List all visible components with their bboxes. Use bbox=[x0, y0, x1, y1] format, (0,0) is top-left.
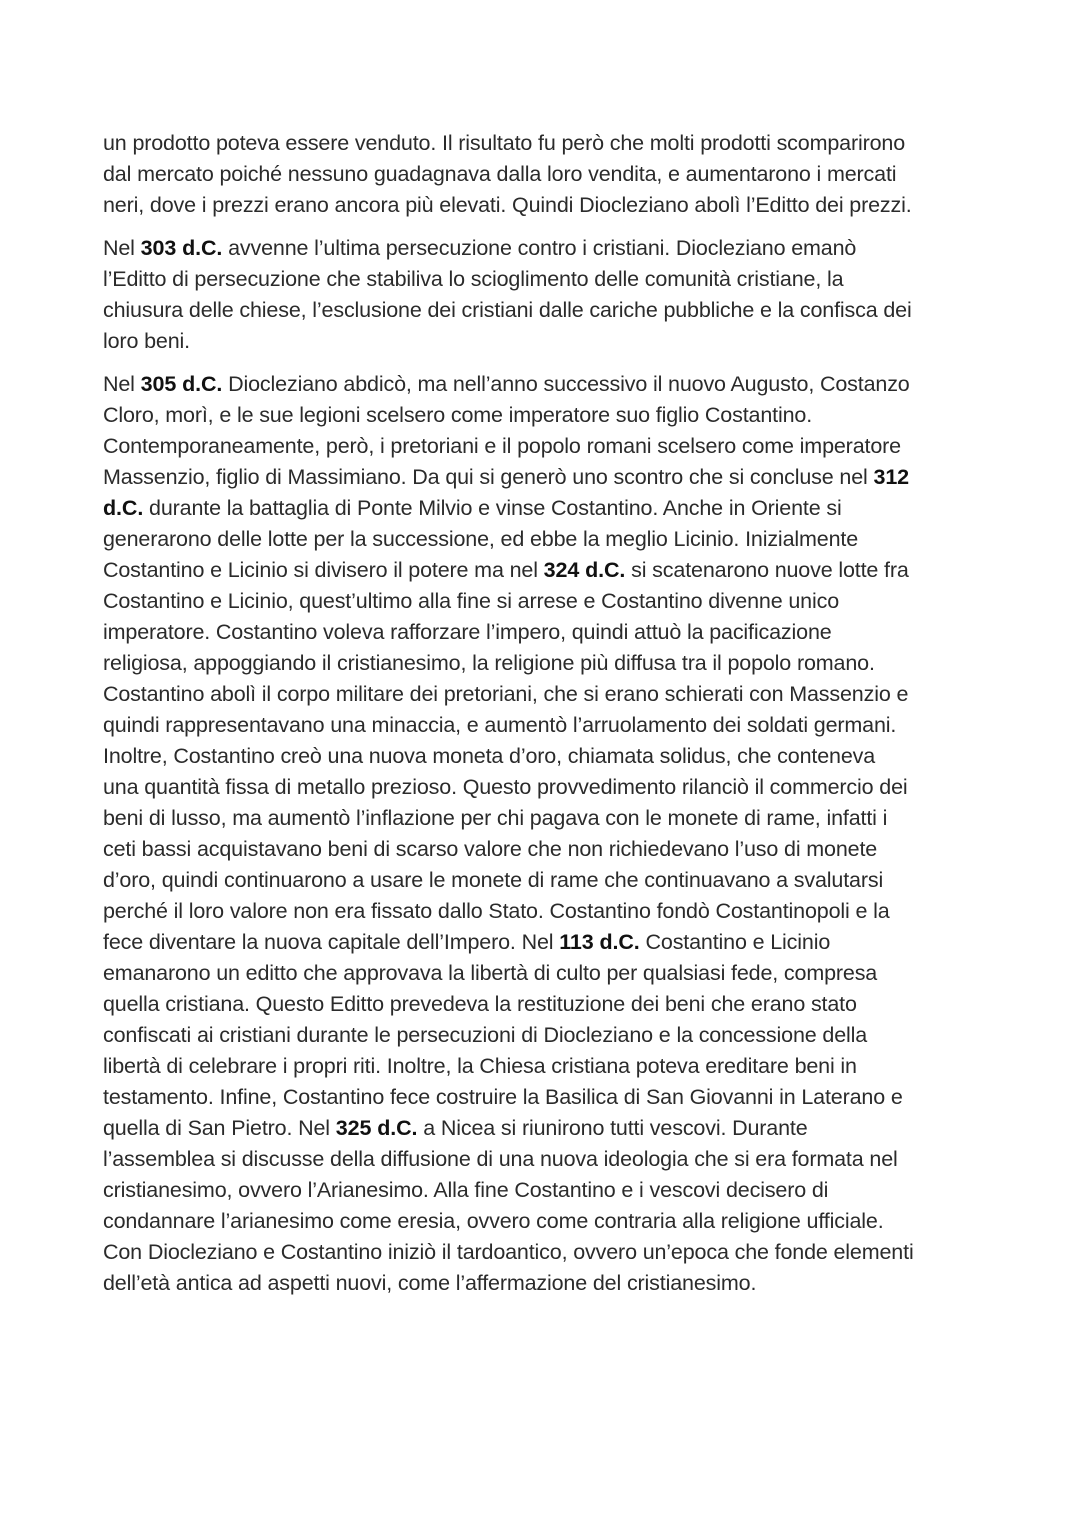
text-run: perché il loro valore non era fissato dallo Stato. Costantino fondò Costantinopoli e la bbox=[103, 899, 890, 923]
text-run: beni di lusso, ma aumentò l’inflazione per chi pagava con le monete di rame, infatti i bbox=[103, 806, 888, 830]
text-line bbox=[103, 648, 983, 679]
text-line bbox=[103, 128, 983, 159]
text-run: un prodotto poteva essere venduto. Il risultato fu però che molti prodotti scomparirono bbox=[103, 131, 906, 155]
text-run: Inoltre, Costantino creò una nuova moneta d’oro, chiamata solidus, che conteneva bbox=[103, 744, 876, 768]
text-run: quella cristiana. Questo Editto prevedeva la restituzione dei beni che erano stato bbox=[103, 992, 857, 1016]
text-line bbox=[103, 1206, 983, 1237]
text-run: loro beni. bbox=[103, 329, 190, 353]
text-run: condannare l’arianesimo come eresia, ovvero come contraria alla religione ufficiale. bbox=[103, 1209, 884, 1233]
text-line bbox=[103, 233, 983, 264]
text-run: Costantino e Licinio si divisero il potere ma nel bbox=[103, 558, 544, 582]
text-line bbox=[103, 555, 983, 586]
text-run: neri, dove i prezzi erano ancora più elevati. Quindi Diocleziano abolì l’Editto dei prezzi. bbox=[103, 193, 912, 217]
text-run: l’Editto di persecuzione che stabiliva lo scioglimento delle comunità cristiane, la bbox=[103, 267, 844, 291]
text-line bbox=[103, 1051, 983, 1082]
text-run: Nel bbox=[103, 372, 141, 396]
text-line bbox=[103, 772, 983, 803]
text-line bbox=[103, 431, 983, 462]
text-run: l’assemblea si discusse della diffusione di una nuova ideologia che si era formata nel bbox=[103, 1147, 898, 1171]
text-line bbox=[103, 989, 983, 1020]
date-highlight: 325 d.C. bbox=[335, 1116, 418, 1140]
text-run: generarono delle lotte per la successione, ed ebbe la meglio Licinio. Inizialmente bbox=[103, 527, 859, 551]
text-line bbox=[103, 710, 983, 741]
text-run: Costantino e Licinio bbox=[639, 930, 831, 954]
text-line bbox=[103, 927, 983, 958]
text-run: cristianesimo, ovvero l’Arianesimo. Alla fine Costantino e i vescovi decisero di bbox=[103, 1178, 829, 1202]
text-run: una quantità fissa di metallo prezioso. Questo provvedimento rilanciò il commercio dei bbox=[103, 775, 908, 799]
text-run: Con Diocleziano e Costantino iniziò il tardoantico, ovvero un’epoca che fonde elementi bbox=[103, 1240, 914, 1264]
text-run: quindi rappresentavano una minaccia, e aumentò l’arruolamento dei soldati germani. bbox=[103, 713, 897, 737]
date-highlight: 324 d.C. bbox=[543, 558, 626, 582]
text-run: Costantino abolì il corpo militare dei pretoriani, che si erano schierati con Massenzio e bbox=[103, 682, 909, 706]
text-line bbox=[103, 865, 983, 896]
text-line bbox=[103, 369, 983, 400]
text-line bbox=[103, 1175, 983, 1206]
text-line bbox=[103, 159, 983, 190]
text-run: confiscati ai cristiani durante le persecuzioni di Diocleziano e la concessione della bbox=[103, 1023, 868, 1047]
paragraph bbox=[103, 128, 983, 221]
text-line bbox=[103, 896, 983, 927]
text-run: Contemporaneamente, però, i pretoriani e il popolo romani scelsero come imperatore bbox=[103, 434, 901, 458]
text-run: ceti bassi acquistavano beni di scarso valore che non richiedevano l’uso di monete bbox=[103, 837, 878, 861]
text-line bbox=[103, 190, 983, 221]
text-line bbox=[103, 462, 983, 493]
text-run: imperatore. Costantino voleva rafforzare l’impero, quindi attuò la pacificazione bbox=[103, 620, 832, 644]
text-line bbox=[103, 493, 983, 524]
text-line bbox=[103, 1020, 983, 1051]
date-highlight: 303 d.C. bbox=[140, 236, 223, 260]
text-line bbox=[103, 1268, 983, 1299]
text-run: dal mercato poiché nessuno guadagnava dalla loro vendita, e aumentarono i mercati bbox=[103, 162, 897, 186]
text-line bbox=[103, 524, 983, 555]
text-run: testamento. Infine, Costantino fece costruire la Basilica di San Giovanni in Laterano e bbox=[103, 1085, 903, 1109]
date-highlight: 305 d.C. bbox=[140, 372, 223, 396]
date-highlight: d.C. bbox=[103, 496, 144, 520]
text-run: Massenzio, figlio di Massimiano. Da qui si generò uno scontro che si concluse nel bbox=[103, 465, 874, 489]
text-line bbox=[103, 741, 983, 772]
text-line bbox=[103, 834, 983, 865]
text-run: fece diventare la nuova capitale dell’Impero. Nel bbox=[103, 930, 560, 954]
document-page bbox=[103, 128, 983, 1311]
text-run: Cloro, morì, e le sue legioni scelsero come imperatore suo figlio Costantino. bbox=[103, 403, 813, 427]
text-run: dell’età antica ad aspetti nuovi, come l’affermazione del cristianesimo. bbox=[103, 1271, 757, 1295]
text-line bbox=[103, 264, 983, 295]
date-highlight: 312 bbox=[873, 465, 910, 489]
text-run: si scatenarono nuove lotte fra bbox=[625, 558, 909, 582]
paragraph bbox=[103, 369, 983, 1299]
text-line bbox=[103, 1237, 983, 1268]
text-run: quella di San Pietro. Nel bbox=[103, 1116, 336, 1140]
text-line bbox=[103, 617, 983, 648]
text-run: d’oro, quindi continuarono a usare le monete di rame che continuavano a svalutarsi bbox=[103, 868, 884, 892]
text-line bbox=[103, 1082, 983, 1113]
date-highlight: 113 d.C. bbox=[559, 930, 640, 954]
text-run: avvenne l’ultima persecuzione contro i cristiani. Diocleziano emanò bbox=[222, 236, 857, 260]
paragraph bbox=[103, 233, 983, 357]
text-run: Costantino e Licinio, quest’ultimo alla fine si arrese e Costantino divenne unico bbox=[103, 589, 840, 613]
text-run: libertà di celebrare i propri riti. Inoltre, la Chiesa cristiana poteva ereditare beni in bbox=[103, 1054, 857, 1078]
text-run: Diocleziano abdicò, ma nell’anno successivo il nuovo Augusto, Costanzo bbox=[222, 372, 910, 396]
text-line bbox=[103, 326, 983, 357]
text-run: a Nicea si riunirono tutti vescovi. Durante bbox=[417, 1116, 808, 1140]
text-line bbox=[103, 679, 983, 710]
text-line bbox=[103, 803, 983, 834]
text-run: religiosa, appoggiando il cristianesimo, la religione più diffusa tra il popolo romano. bbox=[103, 651, 875, 675]
text-line bbox=[103, 295, 983, 326]
text-line bbox=[103, 1144, 983, 1175]
text-run: chiusura delle chiese, l’esclusione dei cristiani dalle cariche pubbliche e la confisca dei bbox=[103, 298, 912, 322]
text-run: Nel bbox=[103, 236, 141, 260]
text-run: durante la battaglia di Ponte Milvio e vinse Costantino. Anche in Oriente si bbox=[143, 496, 842, 520]
text-line bbox=[103, 958, 983, 989]
text-line bbox=[103, 400, 983, 431]
text-line bbox=[103, 586, 983, 617]
text-run: emanarono un editto che approvava la libertà di culto per qualsiasi fede, compresa bbox=[103, 961, 878, 985]
text-line bbox=[103, 1113, 983, 1144]
